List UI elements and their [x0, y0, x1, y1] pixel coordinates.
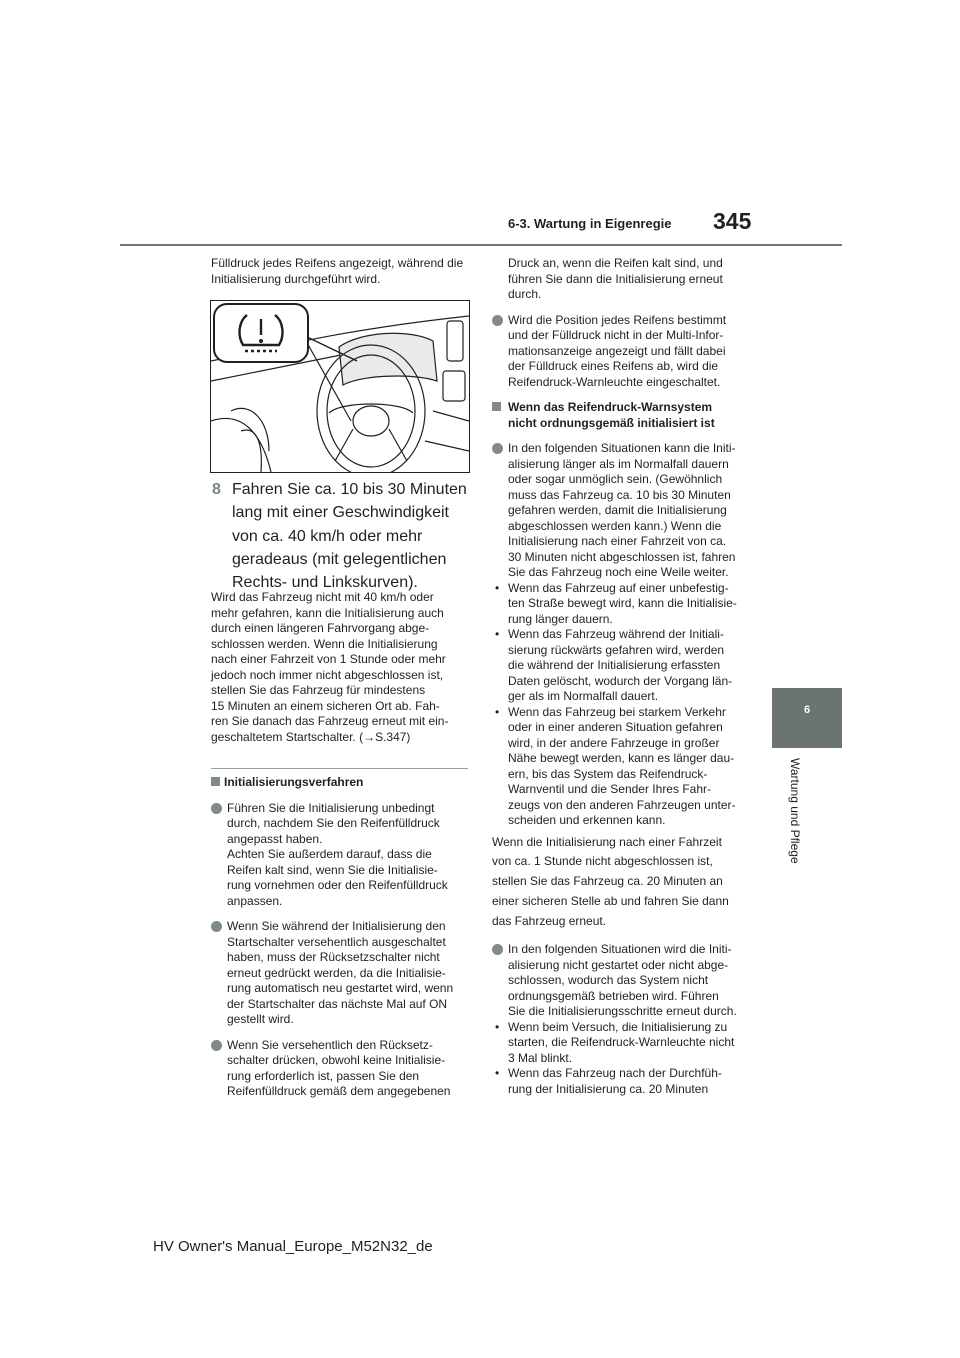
bullet-line: Initialisierung nach einer Fahrzeit von ca.	[508, 534, 727, 548]
note-line: jedoch noch immer nicht abgeschlossen ist,	[211, 667, 444, 682]
round-bullet-icon	[211, 803, 222, 814]
plain-line: das Fahrzeug erneut.	[492, 914, 607, 929]
subheading	[211, 775, 473, 791]
subheading-line: Wenn das Reifendruck-Warnsystem	[508, 400, 713, 414]
bullet-item	[211, 801, 473, 910]
plain-line: einer sicheren Stelle ab und fahren Sie dann	[492, 894, 729, 909]
bullet-line: alisierung nicht gestartet oder nicht abge-	[508, 957, 729, 972]
warning-light-callout	[213, 303, 309, 363]
bullet-line: mationsanzeige angezeigt und fällt dabei	[508, 343, 726, 358]
dash-line: 3 Mal blinkt.	[508, 1050, 573, 1065]
note-line: Wird das Fahrzeug nicht mit 40 km/h oder	[211, 590, 434, 604]
bullet-line: durch, nachdem Sie den Reifenfülldruck	[227, 816, 440, 830]
note-line: 15 Minuten an einem sicheren Ort ab. Fah-	[211, 698, 440, 713]
bullet-item	[211, 1038, 473, 1100]
section-divider	[211, 768, 468, 769]
bullet-item	[211, 919, 473, 1028]
dash-line: Wenn beim Versuch, die Initialisierung zu	[508, 1019, 728, 1034]
bullet-line: Wird die Position jedes Reifens bestimmt	[508, 312, 727, 327]
chapter-tab	[772, 688, 842, 748]
note-line: nach einer Fahrzeit von 1 Stunde oder mehr	[211, 652, 446, 666]
chapter-label	[788, 758, 804, 888]
subheading-text: Initialisierungsverfahren	[224, 775, 364, 789]
bullet-line: Sie das Fahrzeug noch eine Weile weiter.	[508, 565, 729, 579]
bullet-line: der Startschalter das nächste Mal auf ON	[227, 996, 448, 1011]
dash-line: die während der Initialisierung erfassten	[508, 658, 721, 672]
bullet-line: Achten Sie außerdem darauf, dass die	[227, 847, 432, 861]
round-bullet-icon	[211, 921, 222, 932]
dash-line: rung länger dauern.	[508, 611, 613, 626]
step-text: Fahren Sie ca. 10 bis 30 Minuten lang mit einer Geschwindigkeit von ca. 40 km/h oder mehr geradeaus (mit gelegentlichen Rechts- und Linkskurven).	[232, 481, 467, 592]
dash-line: Nähe bewegt werden, kann es länger dau-	[508, 751, 735, 765]
document-footer: HV Owner's Manual_Europe_M52N32_de	[153, 1238, 433, 1255]
tire-pressure-warning-icon	[215, 305, 307, 361]
bullet-line: oder sogar unmöglich sein. (Gewöhnlich	[508, 472, 723, 486]
bullet-line: Sie die Initialisierungsschritte erneut durch.	[508, 1004, 737, 1019]
bullet-line: rung automatisch neu gestartet wird, wenn	[227, 981, 454, 995]
continued-text	[492, 256, 762, 303]
bullet-line: alisierung länger als im Normalfall dauern	[508, 456, 729, 471]
note-line: durch einen längeren Fahrvorgang abge-	[211, 621, 430, 635]
bullet-line: abgeschlossen werden kann.) Wenn die	[508, 518, 722, 533]
page-number: 345	[713, 208, 752, 234]
bullet-line: In den folgenden Situationen wird die Initi-	[508, 942, 732, 957]
note-block	[211, 590, 473, 745]
plain-line: Wenn die Initialisierung nach einer Fahrzeit	[492, 834, 722, 849]
note-line: mehr gefahren, kann die Initialisierung auch	[211, 605, 444, 620]
square-bullet-icon	[492, 402, 501, 411]
dash-item: • Wenn beim Versuch, die Initialisierung zu starten, die Reifendruck-Warnleuchte nicht 3 Mal blinkt.	[492, 1020, 762, 1067]
bullet-line: rung erforderlich ist, passen Sie den	[227, 1068, 420, 1083]
bullet-line: rung vornehmen oder den Reifenfülldruck	[227, 878, 448, 892]
dash-line: oder in einer anderen Situation gefahren	[508, 720, 723, 734]
bullet-line: schlossen, wodurch das System nicht	[508, 973, 709, 988]
bullet-line: Reifenfülldruck gemäß dem angegebenen	[227, 1084, 451, 1098]
bullet-line: Wenn Sie während der Initialisierung den	[227, 919, 446, 933]
section-title: 6-3. Wartung in Eigenregie	[508, 216, 672, 231]
text-line: führen Sie dann die Initialisierung erneut	[508, 271, 723, 286]
bullet-line: Führen Sie die Initialisierung unbedingt	[227, 800, 435, 815]
plain-line: stellen Sie das Fahrzeug ca. 20 Minuten an	[492, 874, 723, 889]
dash-line: rung der Initialisierung ca. 20 Minuten	[508, 1081, 709, 1096]
chapter-number: 6	[803, 704, 811, 716]
bullet-line: 30 Minuten nicht abgeschlossen ist, fahren	[508, 549, 736, 564]
dash-item: • Wenn das Fahrzeug nach der Durchfüh- rung der Initialisierung ca. 20 Minuten	[492, 1066, 762, 1097]
dash-line: Warnventil und die Sender Ihres Fahr-	[508, 782, 711, 796]
dash-line: ger als im Normalfall dauert.	[508, 689, 659, 703]
bullet-item	[492, 942, 762, 1020]
bullet-line: Wenn Sie versehentlich den Rücksetz-	[227, 1037, 433, 1052]
bullet-line: angepasst haben.	[227, 831, 323, 846]
round-bullet-icon	[492, 443, 503, 454]
note-line: stellen Sie das Fahrzeug für mindestens	[211, 683, 426, 697]
bullet-line: muss das Fahrzeug ca. 10 bis 30 Minuten	[508, 487, 731, 502]
square-bullet-icon	[211, 777, 220, 786]
intro-paragraph: Fülldruck jedes Reifens angezeigt, während die Initialisierung durchgeführt wird.	[211, 256, 464, 286]
chapter-title: Wartung und Pflege	[788, 758, 802, 864]
header-rule	[120, 244, 842, 246]
round-bullet-icon	[211, 1040, 222, 1051]
bullet-line: gefahren werden, damit die Initialisierung	[508, 503, 727, 517]
bullet-line: und der Fülldruck nicht in der Multi-Infor-	[508, 328, 724, 342]
dash-line: Daten gelöscht, wodurch der Vorgang län-	[508, 673, 733, 688]
dash-line: zeugs von den anderen Fahrzeugen unter-	[508, 797, 736, 812]
round-bullet-icon	[492, 944, 503, 955]
note-line: geschaltetem Startschalter. (→S.347)	[211, 729, 411, 744]
bullet-item	[492, 313, 762, 391]
subheading-line: nicht ordnungsgemäß initialisiert ist	[508, 415, 715, 430]
dash-line: wird, in der andere Fahrzeuge in großer	[508, 735, 720, 750]
dash-line: starten, die Reifendruck-Warnleuchte nicht	[508, 1035, 735, 1050]
note-line: schlossen werden. Wenn die Initialisierung	[211, 636, 438, 651]
bullet-line: gestellt wird.	[227, 1012, 294, 1026]
plain-paragraph	[492, 833, 762, 933]
round-bullet-icon	[492, 315, 503, 326]
dash-item: • Wenn das Fahrzeug während der Initiali- sierung rückwärts gefahren wird, werden die während der Initialisierung erfassten Daten gelöscht, wodurch der Vorgang län- ger als im Normalfall dauert.	[492, 627, 762, 705]
dash-item: • Wenn das Fahrzeug bei starkem Verkehr oder in einer anderen Situation gefahren wird, in der andere Fahrzeuge in großer Nähe bewegt werden, kann es länger dau- ern, bis das System das Reifendruck- Warnventil und die Sender Ihres Fahr- zeugs von den anderen Fahrzeugen unter- scheiden und erkennen kann.	[492, 705, 762, 829]
dash-line: scheiden und erkennen kann.	[508, 813, 666, 827]
dash-line: sierung rückwärts gefahren wird, werden	[508, 642, 725, 657]
initialization-procedure	[211, 775, 473, 1100]
dash-line: ern, bis das System das Reifendruck-	[508, 766, 708, 781]
dash-line: Wenn das Fahrzeug nach der Durchfüh-	[508, 1066, 722, 1081]
dash-line: ten Straße bewegt wird, kann die Initialisie-	[508, 596, 737, 610]
text-line: durch.	[508, 287, 542, 301]
dash-line: Wenn das Fahrzeug bei starkem Verkehr	[508, 704, 726, 719]
dash-line: Wenn das Fahrzeug auf einer unbefestig-	[508, 580, 729, 595]
bullet-line: Reifen kalt sind, wenn Sie die Initialisie-	[227, 862, 438, 877]
bullet-line: Startschalter versehentlich ausgeschaltet	[227, 934, 446, 949]
right-column	[492, 256, 762, 1097]
bullet-line: der Fülldruck eines Reifens ab, wird die	[508, 359, 719, 373]
note-line: ren Sie danach das Fahrzeug erneut mit ein-	[211, 714, 449, 728]
bullet-line: ordnungsgemäß betrieben wird. Führen	[508, 988, 719, 1003]
bullet-line: erneut gedrückt werden, da die Initialisie-	[227, 965, 446, 980]
dash-line: Wenn das Fahrzeug während der Initiali-	[508, 627, 724, 641]
bullet-line: schalter drücken, obwohl keine Initialisie-	[227, 1053, 446, 1067]
bullet-line: Reifendruck-Warnleuchte eingeschaltet.	[508, 374, 721, 389]
text-line: Druck an, wenn die Reifen kalt sind, und	[508, 256, 723, 270]
intro-text	[211, 256, 473, 287]
plain-line: von ca. 1 Stunde nicht abgeschlossen ist,	[492, 854, 713, 869]
bullet-line: anpassen.	[227, 893, 283, 908]
bullet-item	[492, 441, 762, 581]
subheading	[492, 400, 762, 431]
dash-item: • Wenn das Fahrzeug auf einer unbefestig- ten Straße bewegt wird, kann die Initialisie- rung länger dauern.	[492, 581, 762, 628]
bullet-line: In den folgenden Situationen kann die Initi-	[508, 441, 736, 455]
step-number: 8	[212, 481, 221, 498]
bullet-line: haben, muss der Rücksetzschalter nicht	[227, 950, 440, 964]
step-8	[212, 478, 474, 594]
